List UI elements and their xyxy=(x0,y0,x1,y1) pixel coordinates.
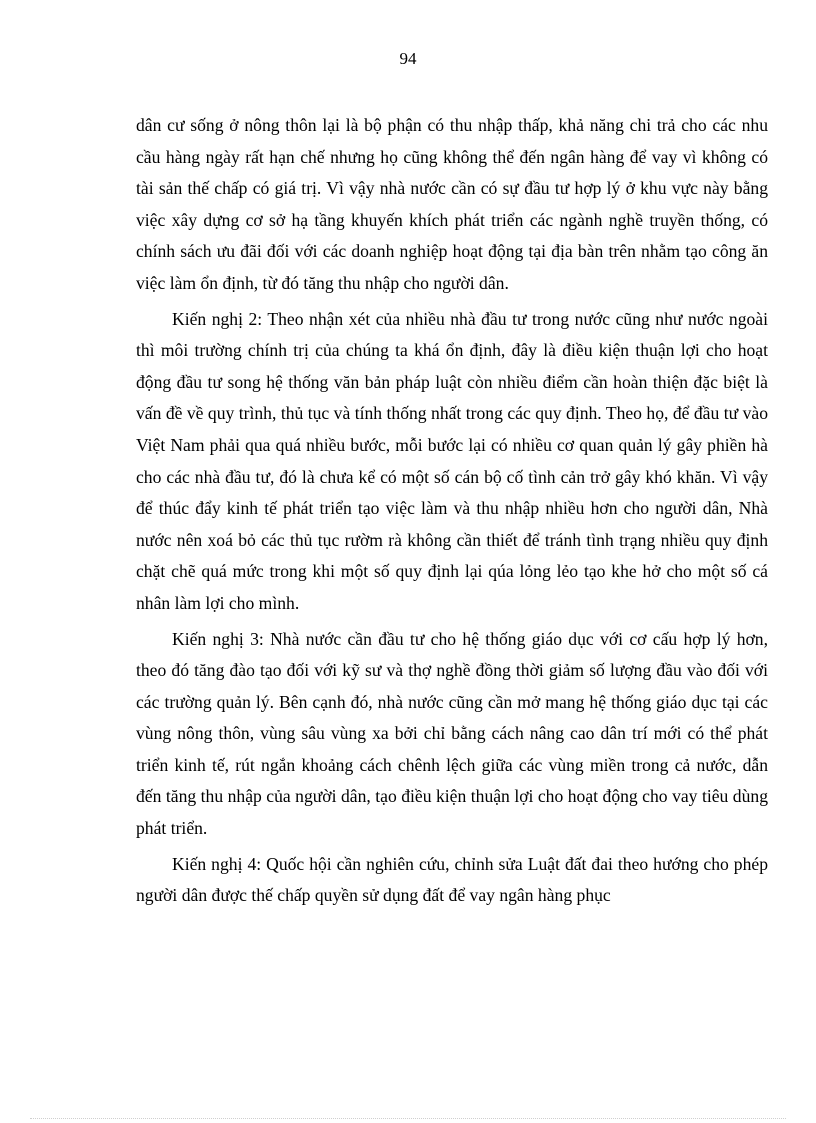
page-number: 94 xyxy=(399,49,417,68)
paragraph-continuation: dân cư sống ở nông thôn lại là bộ phận có thu nhập thấp, khả năng chi trả cho các nhu cầu hàng ngày rất hạn chế nhưng họ cũng không thể đến ngân hàng để vay vì không có tài sản thế chấp có giá trị. Vì vậy nhà nước cần có sự đầu tư hợp lý ở khu vực này bằng việc xây dựng cơ sở hạ tầng khuyến khích phát triển các ngành nghề truyền thống, có chính sách ưu đãi đối với các doanh nghiệp hoạt động tại địa bàn trên nhằm tạo công ăn việc làm ổn định, từ đó tăng thu nhập cho người dân. xyxy=(136,115,768,293)
paragraph-recommendation-4: Kiến nghị 4: Quốc hội cần nghiên cứu, chỉnh sửa Luật đất đai theo hướng cho phép người dân được thế chấp quyền sử dụng đất để vay ngân hàng phục xyxy=(136,853,768,906)
paragraph-recommendation-2: Kiến nghị 2: Theo nhận xét của nhiều nhà đầu tư trong nước cũng như nước ngoài thì môi trường chính trị của chúng ta khá ổn định, đây là điều kiện thuận lợi cho hoạt động đầu tư song hệ thống văn bản pháp luật còn nhiều điểm cần hoàn thiện đặc biệt là vấn đề về quy trình, thủ tục và tính thống nhất trong các quy định. Theo họ, để đầu tư vào Việt Nam phải qua quá nhiều bước, mỗi bước lại có nhiều cơ quan quản lý gây phiền hà cho các nhà đầu tư, đó là chưa kể có một số cán bộ cố tình cản trở gây khó khăn. Vì vậy để thúc đẩy kinh tế phát triển tạo việc làm và thu nhập nhiều hơn cho người dân, Nhà nước nên xoá bỏ các thủ tục rườm rà không cần thiết để tránh tình trạng nhiều quy định chặt chẽ quá mức trong khi một số quy định lại qúa lỏng lẻo tạo khe hở cho một số cá nhân làm lợi cho mình. xyxy=(136,308,768,613)
body-text xyxy=(136,110,768,916)
page-bottom-divider xyxy=(30,1118,786,1119)
paragraph-recommendation-3: Kiến nghị 3: Nhà nước cần đầu tư cho hệ thống giáo dục với cơ cấu hợp lý hơn, theo đó tăng đào tạo đối với kỹ sư và thợ nghề đồng thời giảm số lượng đầu vào đối với các trường quản lý. Bên cạnh đó, nhà nước cũng cần mở mang hệ thống giáo dục tại các vùng nông thôn, vùng sâu vùng xa bởi chỉ bằng cách nâng cao dân trí mới có thể phát triển kinh tế, rút ngắn khoảng cách chênh lệch giữa các vùng miền trong cả nước, dẫn đến tăng thu nhập của người dân, tạo điều kiện thuận lợi cho hoạt động cho vay tiêu dùng phát triển. xyxy=(136,628,768,839)
